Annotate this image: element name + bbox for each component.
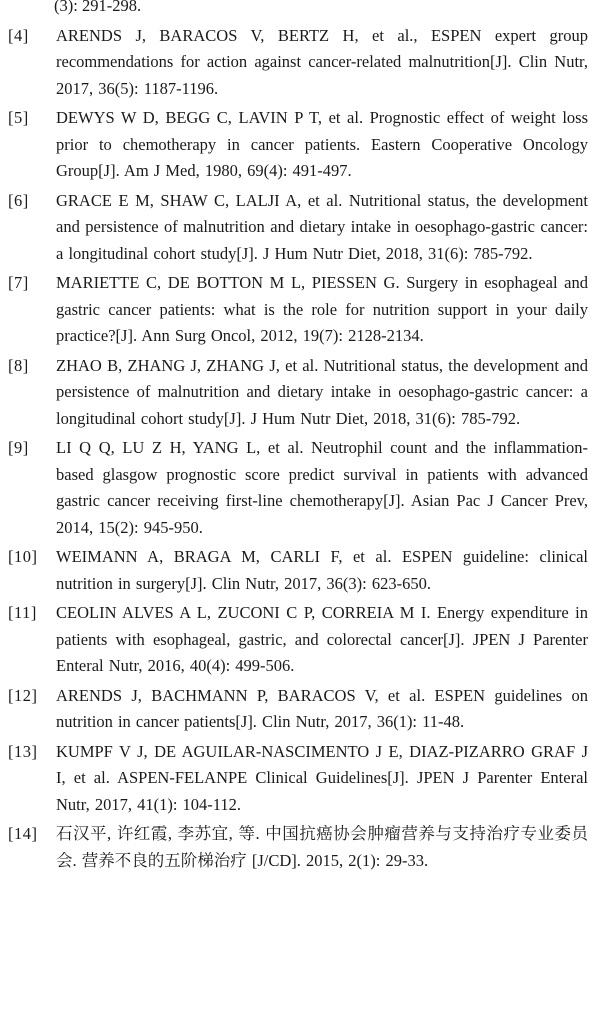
reference-text: DEWYS W D, BEGG C, LAVIN P T, et al. Prognostic effect of weight loss prior to chemotherapy in cancer patients. Eastern Cooperative Oncology Group[J]. Am J Med, 1980, 69(4): 491-497. [56, 108, 588, 180]
reference-text: MARIETTE C, DE BOTTON M L, PIESSEN G. Surgery in esophageal and gastric cancer patients: what is the role for nutrition support in your daily practice?[J]. Ann Surg Oncol, 2012, 19(7): 2128-2134. [56, 273, 588, 345]
reference-item [8, 544, 588, 597]
reference-text: GRACE E M, SHAW C, LALJI A, et al. Nutritional status, the development and persistence of malnutrition and dietary intake in oesophago-gastric cancer: a longitudinal cohort study[J]. J Hum Nutr Diet, 2018, 31(6): 785-792. [56, 190, 588, 263]
reference-number: [10] [8, 547, 38, 566]
reference-text: 石汉平, 许红霞, 李苏宜, 等. 中国抗癌协会肿瘤营养与支持治疗专业委员会. 营养不良的五阶梯治疗 [J/CD]. 2015, 2(1): 29-33. [56, 824, 588, 870]
reference-text: ZHAO B, ZHANG J, ZHANG J, et al. Nutritional status, the development and persistence of malnutrition and dietary intake in oesophago-gastric cancer: a longitudinal cohort study[J]. J Hum Nutr Diet, 2018, 31(6): 785-792. [56, 355, 588, 428]
reference-item [8, 353, 588, 433]
reference-text: WEIMANN A, BRAGA M, CARLI F, et al. ESPEN guideline: clinical nutrition in surgery[J]. Clin Nutr, 2017, 36(3): 623-650. [56, 547, 588, 593]
reference-number: [12] [8, 685, 38, 705]
reference-text: ARENDS J, BACHMANN P, BARACOS V, et al. ESPEN guidelines on nutrition in cancer patients[J]. Clin Nutr, 2017, 36(1): 11-48. [56, 685, 588, 731]
reference-number: [4] [8, 25, 29, 45]
reference-item [8, 105, 588, 185]
reference-number: [5] [8, 108, 29, 127]
reference-item [8, 821, 588, 874]
reference-text: LI Q Q, LU Z H, YANG L, et al. Neutrophil count and the inflammation-based glasgow prognostic score predict survival in patients with advanced gastric cancer receiving first-line chemotherapy[J]. Asian Pac J Cancer Prev, 2014, 15(2): 945-950. [56, 438, 588, 537]
reference-number: [8] [8, 355, 29, 375]
reference-number: [7] [8, 273, 29, 292]
reference-number: [13] [8, 741, 38, 761]
reference-text: KUMPF V J, DE AGUILAR-NASCIMENTO J E, DIAZ-PIZARRO GRAF J I, et al. ASPEN-FELANPE Clinical Guidelines[J]. JPEN J Parenter Enteral Nutr, 2017, 41(1): 104-112. [56, 741, 588, 814]
reference-number: [14] [8, 824, 38, 843]
reference-item [8, 683, 588, 736]
reference-item [8, 739, 588, 819]
reference-item [8, 188, 588, 268]
reference-number: [6] [8, 190, 29, 210]
reference-item [8, 435, 588, 541]
reference-item [8, 270, 588, 350]
reference-number: [9] [8, 438, 29, 457]
reference-text: CEOLIN ALVES A L, ZUCONI C P, CORREIA M I. Energy expenditure in patients with esophageal, gastric, and colorectal cancer[J]. JPEN J Parenter Enteral Nutr, 2016, 40(4): 499-506. [56, 603, 588, 675]
reference-text: ARENDS J, BARACOS V, BERTZ H, et al., ESPEN expert group recommendations for action against cancer-related malnutrition[J]. Clin Nutr, 2017, 36(5): 1187-1196. [56, 25, 588, 98]
reference-continuation: (3): 291-298. [54, 0, 142, 15]
reference-item [8, 23, 588, 103]
reference-number: [11] [8, 603, 37, 622]
reference-item [8, 600, 588, 680]
